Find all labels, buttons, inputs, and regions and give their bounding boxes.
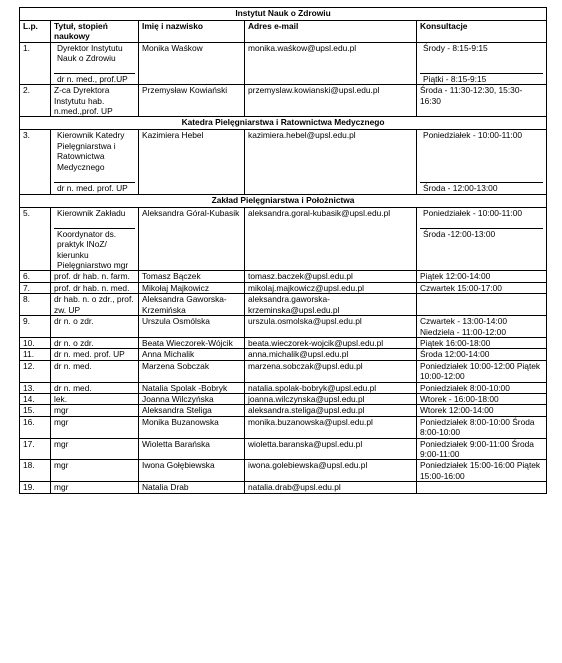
row-consult: Piątek 16:00-18:00 [417,337,547,348]
row-consult [417,207,547,271]
row-lp: 8. [20,294,51,316]
table-row [20,393,547,404]
table-row [20,349,547,360]
row-title: dr hab. n. o zdr., prof. zw. UP [51,294,139,316]
row-email: iwona.golebiewska@upsl.edu.pl [245,460,417,482]
row-email: anna.michalik@upsl.edu.pl [245,349,417,360]
table-row [20,85,547,117]
row-title: mgr [51,460,139,482]
row-lp: 6. [20,271,51,282]
consult-part: Poniedziałek - 10:00-11:00 [423,130,523,141]
row-email: aleksandra.goral-kubasik@upsl.edu.pl [245,207,417,271]
row-name: Beata Wieczorek-Wójcik [139,337,245,348]
row-lp: 18. [20,460,51,482]
row-name: Tomasz Bączek [139,271,245,282]
row-name: Marzena Sobczak [139,360,245,382]
table-row [20,405,547,416]
consult-part: Środy - 8:15-9:15 [423,42,488,53]
row-consult: Poniedziałek 8:00-10:00 [417,382,547,393]
row-title: dr n. o zdr. [51,337,139,348]
row-title: dr n. med. [51,360,139,382]
header-row [20,21,547,43]
row-lp: 16. [20,416,51,438]
row-name: Joanna Wilczyńska [139,393,245,404]
row-lp: 13. [20,382,51,393]
row-consult: Środa 12:00-14:00 [417,349,547,360]
table-row [20,130,547,194]
consult-part: Środa - 12:00-13:00 [420,182,543,193]
row-title: mgr [51,438,139,460]
row-name: Anna Michalik [139,349,245,360]
title-part: dr n. med. prof. UP [54,182,135,193]
header-title: Tytuł, stopień naukowy [51,21,139,43]
header-email: Adres e-mail [245,21,417,43]
row-lp: 1. [20,42,51,84]
row-lp: 19. [20,482,51,493]
row-consult [417,130,547,194]
row-name: Mikołaj Majkowicz [139,282,245,293]
row-lp: 7. [20,282,51,293]
row-consult: Wtorek 12:00-14:00 [417,405,547,416]
table-row [20,482,547,493]
row-email: urszula.osmolska@upsl.edu.pl [245,316,417,338]
row-consult [417,294,547,316]
institute-title: Instytut Nauk o Zdrowiu [20,8,547,21]
title-part: Kierownik Katedry Pielęgniarstwa i Ratownictwa Medycznego [57,130,125,172]
title-part: Dyrektor Instytutu Nauk o Zdrowiu [57,42,123,64]
row-name: Iwona Gołębiewska [139,460,245,482]
row-title: lek. [51,393,139,404]
row-consult [417,42,547,84]
row-title: mgr [51,416,139,438]
row-lp: 10. [20,337,51,348]
row-consult: Poniedziałek 15:00-16:00 Piątek 15:00-16:00 [417,460,547,482]
row-name: Urszula Osmólska [139,316,245,338]
row-name: Kazimiera Hebel [139,130,245,194]
row-lp: 3. [20,130,51,194]
consult-part: Środa -12:00-13:00 [420,228,543,239]
row-lp: 12. [20,360,51,382]
row-name: Wioletta Barańska [139,438,245,460]
katedra-title: Katedra Pielęgniarstwa i Ratownictwa Medycznego [20,117,547,130]
staff-table [19,7,547,494]
row-name: Przemysław Kowiański [139,85,245,117]
table-row [20,438,547,460]
title-part: Koordynator ds. praktyk INoZ/ kierunku Pielęgniarstwo mgr [54,228,135,271]
row-lp: 9. [20,316,51,338]
row-name: Aleksandra Steliga [139,405,245,416]
row-consult: Środa - 11:30-12:30, 15:30-16:30 [417,85,547,117]
row-title: prof. dr hab. n. med. [51,282,139,293]
row-consult: Poniedziałek 8:00-10:00 Środa 8:00-10:00 [417,416,547,438]
row-email: natalia.spolak-bobryk@upsl.edu.pl [245,382,417,393]
row-lp: 2. [20,85,51,117]
row-title: mgr [51,405,139,416]
table-row [20,271,547,282]
row-title [51,207,139,271]
table-row [20,316,547,338]
row-name: Monika Waśkow [139,42,245,84]
row-consult: Czwartek 15:00-17:00 [417,282,547,293]
katedra-banner-row [20,117,547,130]
title-part: dr n. med., prof.UP [54,73,135,84]
row-name: Natalia Spolak -Bobryk [139,382,245,393]
row-name: Natalia Drab [139,482,245,493]
table-row [20,282,547,293]
header-consult: Konsultacje [417,21,547,43]
row-lp: 5. [20,207,51,271]
row-email: tomasz.baczek@upsl.edu.pl [245,271,417,282]
row-title: prof. dr hab. n. farm. [51,271,139,282]
header-name: Imię i nazwisko [139,21,245,43]
row-consult: Wtorek - 16:00-18:00 [417,393,547,404]
row-email: natalia.drab@upsl.edu.pl [245,482,417,493]
row-email: aleksandra.gaworska-krzeminska@upsl.edu.pl [245,294,417,316]
row-email: beata.wieczorek-wojcik@upsl.edu.pl [245,337,417,348]
row-consult [417,482,547,493]
row-title: mgr [51,482,139,493]
table-row [20,416,547,438]
row-title: dr n. med. [51,382,139,393]
row-email: marzena.sobczak@upsl.edu.pl [245,360,417,382]
row-name: Aleksandra Góral-Kubasik [139,207,245,271]
row-email: kazimiera.hebel@upsl.edu.pl [245,130,417,194]
row-consult: Poniedziałek 9:00-11:00 Środa 9:00-11:00 [417,438,547,460]
row-title: dr n. o zdr. [51,316,139,338]
row-lp: 15. [20,405,51,416]
row-consult: Poniedziałek 10:00-12:00 Piątek 10:00-12:00 [417,360,547,382]
row-name: Monika Buzanowska [139,416,245,438]
row-email: aleksandra.steliga@upsl.edu.pl [245,405,417,416]
row-email: joanna.wilczynska@upsl.edu.pl [245,393,417,404]
consult-part: Piątki - 8:15-9:15 [420,73,543,84]
row-email: monika.waśkow@upsl.edu.pl [245,42,417,84]
row-email: wioletta.baranska@upsl.edu.pl [245,438,417,460]
row-lp: 14. [20,393,51,404]
title-part: Kierownik Zakładu [57,207,126,218]
table-row [20,360,547,382]
row-title [51,130,139,194]
consult-part: Poniedziałek - 10:00-11:00 [423,207,523,218]
table-row [20,460,547,482]
zaklad-banner-row [20,194,547,207]
table-row [20,382,547,393]
row-email: monika.buzanowska@upsl.edu.pl [245,416,417,438]
row-title [51,42,139,84]
table-row [20,294,547,316]
row-lp: 17. [20,438,51,460]
table-row [20,207,547,271]
table-row [20,42,547,84]
row-title: dr n. med. prof. UP [51,349,139,360]
row-name: Aleksandra Gaworska-Krzemińska [139,294,245,316]
table-row [20,337,547,348]
header-lp: L.p. [20,21,51,43]
row-consult: Piątek 12:00-14:00 [417,271,547,282]
row-title: Z-ca Dyrektora Instytutu hab. n.med.,prof. UP [51,85,139,117]
row-consult: Czwartek - 13:00-14:00 Niedziela - 11:00-12:00 [417,316,547,338]
row-lp: 11. [20,349,51,360]
row-email: mikolaj.majkowicz@upsl.edu.pl [245,282,417,293]
row-email: przemyslaw.kowianski@upsl.edu.pl [245,85,417,117]
institute-banner-row [20,8,547,21]
zaklad-title: Zakład Pielęgniarstwa i Położnictwa [20,194,547,207]
